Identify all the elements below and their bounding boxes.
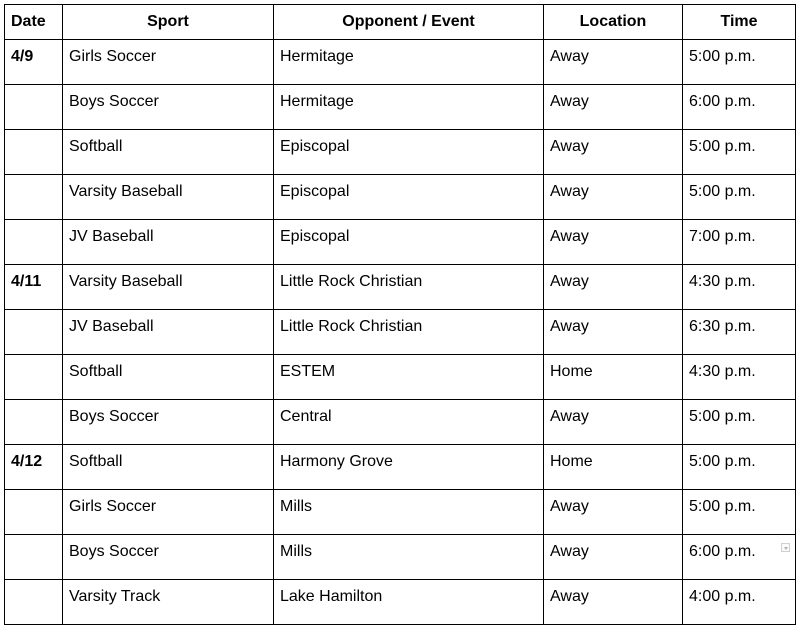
header-sport: Sport [63,5,274,40]
cell-date[interactable]: 4/9 [5,40,63,85]
table-row [5,580,796,625]
cell-location[interactable]: Away [544,130,683,175]
cell-sport[interactable]: Softball [63,445,274,490]
table-row [5,535,796,580]
header-row [5,5,796,40]
cell-date[interactable] [5,130,63,175]
cell-time[interactable]: 5:00 p.m. [683,175,796,220]
table-row [5,310,796,355]
cell-opponent[interactable]: Little Rock Christian [274,265,544,310]
cell-sport[interactable]: Boys Soccer [63,85,274,130]
cell-time[interactable]: 4:30 p.m. [683,265,796,310]
header-opponent: Opponent / Event [274,5,544,40]
cell-location[interactable]: Away [544,400,683,445]
cell-opponent[interactable]: ESTEM [274,355,544,400]
cell-time[interactable]: 4:30 p.m. [683,355,796,400]
cell-date[interactable] [5,400,63,445]
header-time: Time [683,5,796,40]
cell-time[interactable]: 6:30 p.m. [683,310,796,355]
cell-opponent[interactable]: Little Rock Christian [274,310,544,355]
cell-opponent[interactable]: Mills [274,535,544,580]
cell-date[interactable] [5,310,63,355]
cell-date[interactable] [5,175,63,220]
table-row [5,400,796,445]
cell-sport[interactable]: Softball [63,130,274,175]
cell-sport[interactable]: Varsity Baseball [63,175,274,220]
cell-date[interactable] [5,490,63,535]
cell-time[interactable]: 6:00 p.m. [683,535,796,580]
cell-time[interactable]: 5:00 p.m. [683,40,796,85]
cell-sport[interactable]: Boys Soccer [63,535,274,580]
table-row [5,445,796,490]
cell-date[interactable] [5,85,63,130]
cell-sport[interactable]: Girls Soccer [63,490,274,535]
cell-opponent[interactable]: Episcopal [274,175,544,220]
table-row [5,85,796,130]
cell-date[interactable] [5,355,63,400]
cell-opponent[interactable]: Hermitage [274,40,544,85]
cell-opponent[interactable]: Harmony Grove [274,445,544,490]
table-row [5,40,796,85]
cell-location[interactable]: Home [544,355,683,400]
cell-time[interactable]: 6:00 p.m. [683,85,796,130]
cell-location[interactable]: Away [544,265,683,310]
cell-date[interactable] [5,580,63,625]
cell-time[interactable]: 5:00 p.m. [683,130,796,175]
cell-opponent[interactable]: Central [274,400,544,445]
cell-location[interactable]: Away [544,535,683,580]
cell-sport[interactable]: Girls Soccer [63,40,274,85]
cell-time[interactable]: 4:00 p.m. [683,580,796,625]
cell-opponent[interactable]: Mills [274,490,544,535]
cell-location[interactable]: Away [544,85,683,130]
cell-date[interactable]: 4/12 [5,445,63,490]
cell-dropdown-icon[interactable] [781,543,790,552]
cell-location[interactable]: Away [544,580,683,625]
cell-sport[interactable]: JV Baseball [63,310,274,355]
schedule-table [4,4,796,625]
cell-time[interactable]: 7:00 p.m. [683,220,796,265]
cell-date[interactable]: 4/11 [5,265,63,310]
cell-location[interactable]: Away [544,175,683,220]
cell-time[interactable]: 5:00 p.m. [683,445,796,490]
cell-location[interactable]: Away [544,220,683,265]
cell-opponent[interactable]: Lake Hamilton [274,580,544,625]
cell-location[interactable]: Away [544,310,683,355]
cell-location[interactable]: Away [544,40,683,85]
cell-time[interactable]: 5:00 p.m. [683,490,796,535]
cell-date[interactable] [5,535,63,580]
table-row [5,355,796,400]
cell-date[interactable] [5,220,63,265]
header-date: Date [5,5,63,40]
cell-sport[interactable]: Varsity Track [63,580,274,625]
table-row [5,265,796,310]
cell-sport[interactable]: JV Baseball [63,220,274,265]
cell-time[interactable]: 5:00 p.m. [683,400,796,445]
table-row [5,490,796,535]
cell-opponent[interactable]: Episcopal [274,130,544,175]
cell-sport[interactable]: Boys Soccer [63,400,274,445]
cell-opponent[interactable]: Episcopal [274,220,544,265]
cell-sport[interactable]: Softball [63,355,274,400]
table-row [5,175,796,220]
cell-sport[interactable]: Varsity Baseball [63,265,274,310]
table-row [5,220,796,265]
table-row [5,130,796,175]
cell-location[interactable]: Away [544,490,683,535]
header-location: Location [544,5,683,40]
cell-opponent[interactable]: Hermitage [274,85,544,130]
cell-location[interactable]: Home [544,445,683,490]
